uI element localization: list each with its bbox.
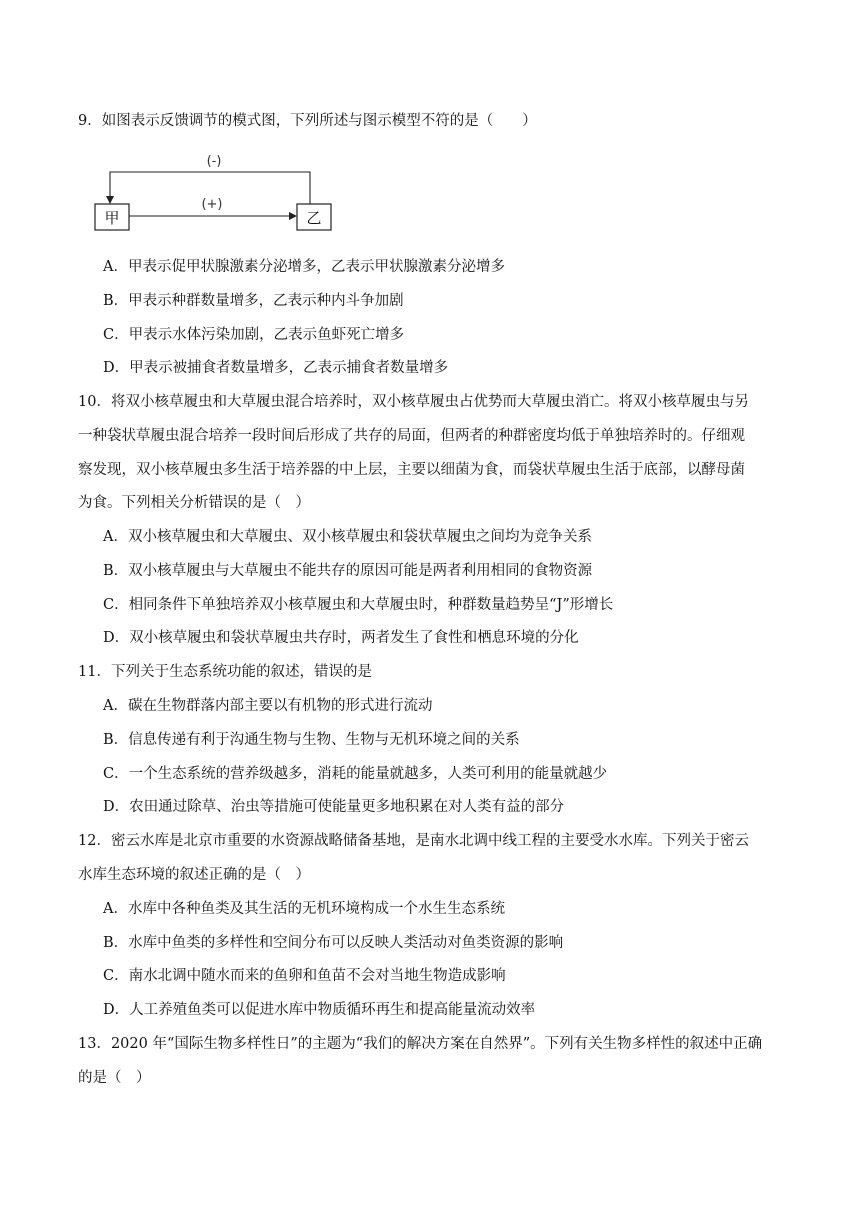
q11-option-d: D．农田通过除草、治虫等措施可使能量更多地积累在对人类有益的部分 (103, 799, 565, 815)
question-9-stem: 9．如图表示反馈调节的模式图，下列所述与图示模型不符的是（ ） (78, 113, 537, 129)
q11-option-b: B．信息传递有利于沟通生物与生物、生物与无机环境之间的关系 (103, 732, 520, 748)
q10-option-d: D．双小核草履虫和袋状草履虫共存时，两者发生了食性和栖息环境的分化 (103, 630, 579, 646)
box-jia-label: 甲 (104, 209, 120, 227)
question-10-stem-line-1: 10．将双小核草履虫和大草履虫混合培养时，双小核草履虫占优势而大草履虫消亡。将双小核草履虫与另 (78, 394, 749, 410)
question-13-stem-line-2: 的是（ ） (78, 1070, 151, 1086)
question-13-stem-line-1: 13．2020 年“国际生物多样性日”的主题为“我们的解决方案在自然界”。下列有关生物多样性的叙述中正确 (78, 1036, 763, 1052)
q11-option-a: A．碳在生物群落内部主要以有机物的形式进行流动 (103, 698, 433, 714)
q10-option-b: B．双小核草履虫与大草履虫不能共存的原因可能是两者利用相同的食物资源 (103, 563, 593, 579)
q11-option-c: C．一个生态系统的营养级越多，消耗的能量就越多，人类可利用的能量就越少 (103, 766, 608, 782)
question-12-stem-line-2: 水库生态环境的叙述正确的是（ ） (78, 867, 310, 883)
q9-option-a: A．甲表示促甲状腺激素分泌增多，乙表示甲状腺激素分泌增多 (103, 259, 505, 275)
positive-label: (+) (201, 197, 223, 212)
question-10-stem-line-3: 察发现，双小核草履虫多生活于培养器的中上层，主要以细菌为食，而袋状草履虫生活于底部，以酵母菌 (78, 462, 745, 478)
q9-option-b: B．甲表示种群数量增多，乙表示种内斗争加剧 (103, 293, 404, 309)
question-10-stem-line-2: 一种袋状草履虫混合培养一段时间后形成了共存的局面，但两者的种群密度均低于单独培养时的。仔细观 (78, 428, 745, 444)
q12-option-a: A．水库中各种鱼类及其生活的无机环境构成一个水生生态系统 (103, 901, 505, 917)
q12-option-d: D．人工养殖鱼类可以促进水库中物质循环再生和提高能量流动效率 (103, 1002, 536, 1018)
feedback-diagram (90, 150, 340, 235)
q12-option-c: C．南水北调中随水而来的鱼卵和鱼苗不会对当地生物造成影响 (103, 968, 506, 984)
box-yi-label: 乙 (306, 209, 322, 227)
q9-option-d: D．甲表示被捕食者数量增多，乙表示捕食者数量增多 (103, 360, 449, 376)
q10-option-c: C．相同条件下单独培养双小核草履虫和大草履虫时，种群数量趋势呈“J”形增长 (103, 597, 614, 613)
q12-option-b: B．水库中鱼类的多样性和空间分布可以反映人类活动对鱼类资源的影响 (103, 935, 564, 951)
question-10-stem-line-4: 为食。下列相关分析错误的是（ ） (78, 495, 310, 511)
negative-label: (-) (206, 154, 222, 169)
question-11-stem: 11．下列关于生态系统功能的叙述，错误的是 (78, 664, 372, 680)
q10-option-a: A．双小核草履虫和大草履虫、双小核草履虫和袋状草履虫之间均为竞争关系 (103, 529, 592, 545)
question-12-stem-line-1: 12．密云水库是北京市重要的水资源战略储备基地，是南水北调中线工程的主要受水水库。下列关于密云 (78, 833, 749, 849)
q9-option-c: C．甲表示水体污染加剧，乙表示鱼虾死亡增多 (103, 327, 405, 343)
